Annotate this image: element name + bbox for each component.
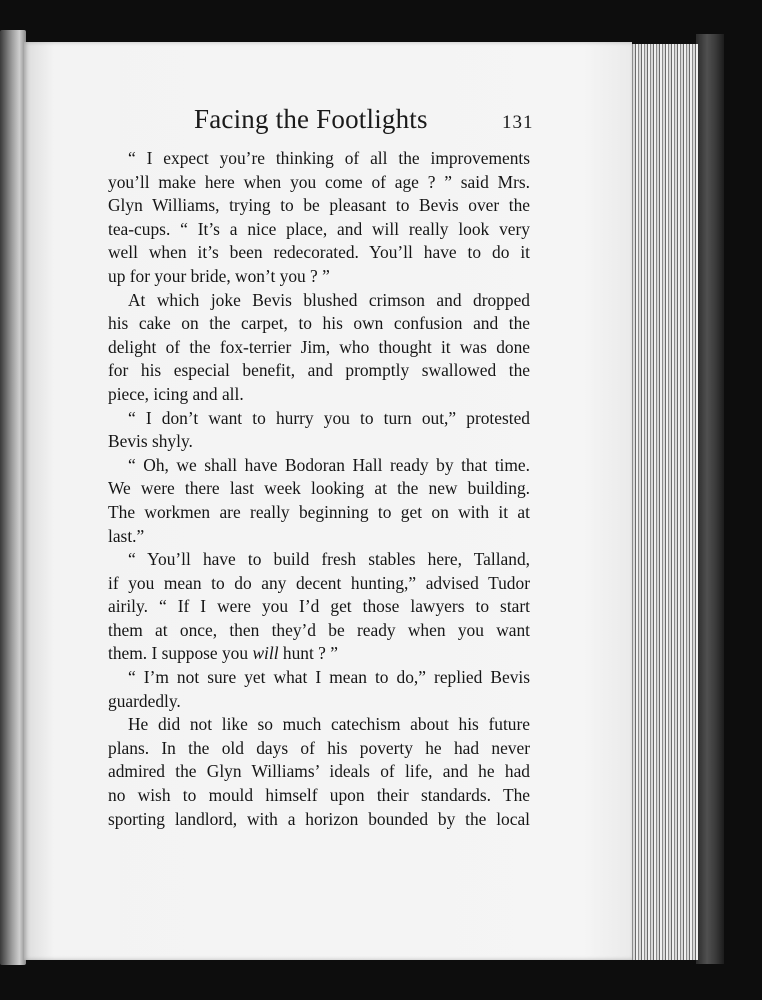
- text-line: piece, icing and all.: [108, 383, 244, 404]
- running-title: Facing the Footlights: [194, 104, 428, 134]
- text-line: no wish to mould himself upon their standards. The: [108, 785, 530, 806]
- text-line: tea-cups. “ It’s a nice place, and will really look very: [108, 218, 530, 239]
- text-line: airily. “ If I were you I’d get those lawyers to start: [108, 596, 530, 617]
- text-line: them. I suppose you will hunt ? ”: [108, 643, 338, 664]
- text-line: sporting landlord, with a horizon bounded by the local: [108, 808, 530, 829]
- text-line: up for your bride, won’t you ? ”: [108, 265, 330, 286]
- text-line: admired the Glyn Williams’ ideals of life, and he had: [108, 761, 530, 782]
- text-line: The workmen are really beginning to get on with it at: [108, 501, 530, 522]
- text-line: them at once, then they’d be ready when you want: [108, 619, 530, 640]
- text-line: you’ll make here when you come of age ? ” said Mrs.: [108, 171, 530, 192]
- page-stack-edges: [630, 44, 698, 960]
- text-line: guardedly.: [108, 690, 181, 711]
- text-line: Glyn Williams, trying to be pleasant to Bevis over the: [108, 195, 530, 216]
- text-line: He did not like so much catechism about his future: [128, 714, 530, 735]
- text-line: “ I’m not sure yet what I mean to do,” replied Bevis: [128, 667, 530, 688]
- text-line: “ You’ll have to build fresh stables here, Talland,: [128, 549, 530, 570]
- text-line: “ I don’t want to hurry you to turn out,” protested: [128, 407, 530, 428]
- book-cover-edge: [696, 34, 724, 964]
- text-line: “ I expect you’re thinking of all the improvements: [128, 148, 530, 168]
- text-line: We were there last week looking at the new building.: [108, 478, 530, 499]
- page-header: [24, 104, 632, 144]
- text-line: for his especial benefit, and promptly swallowed the: [108, 360, 530, 381]
- text-line: his cake on the carpet, to his own confusion and the: [108, 313, 530, 334]
- text-line: delight of the fox-terrier Jim, who thought it was done: [108, 336, 530, 357]
- body-text: [108, 147, 530, 831]
- text-line: plans. In the old days of his poverty he had never: [108, 737, 530, 758]
- text-line: if you mean to do any decent hunting,” advised Tudor: [108, 572, 530, 593]
- text-line: well when it’s been redecorated. You’ll have to do it: [108, 242, 530, 263]
- text-line: last.”: [108, 525, 145, 546]
- text-line: At which joke Bevis blushed crimson and dropped: [128, 289, 530, 310]
- left-page-edge: [0, 30, 26, 965]
- text-line: “ Oh, we shall have Bodoran Hall ready by that time.: [128, 454, 530, 475]
- page-number: 131: [502, 112, 534, 133]
- text-line: Bevis shyly.: [108, 431, 193, 452]
